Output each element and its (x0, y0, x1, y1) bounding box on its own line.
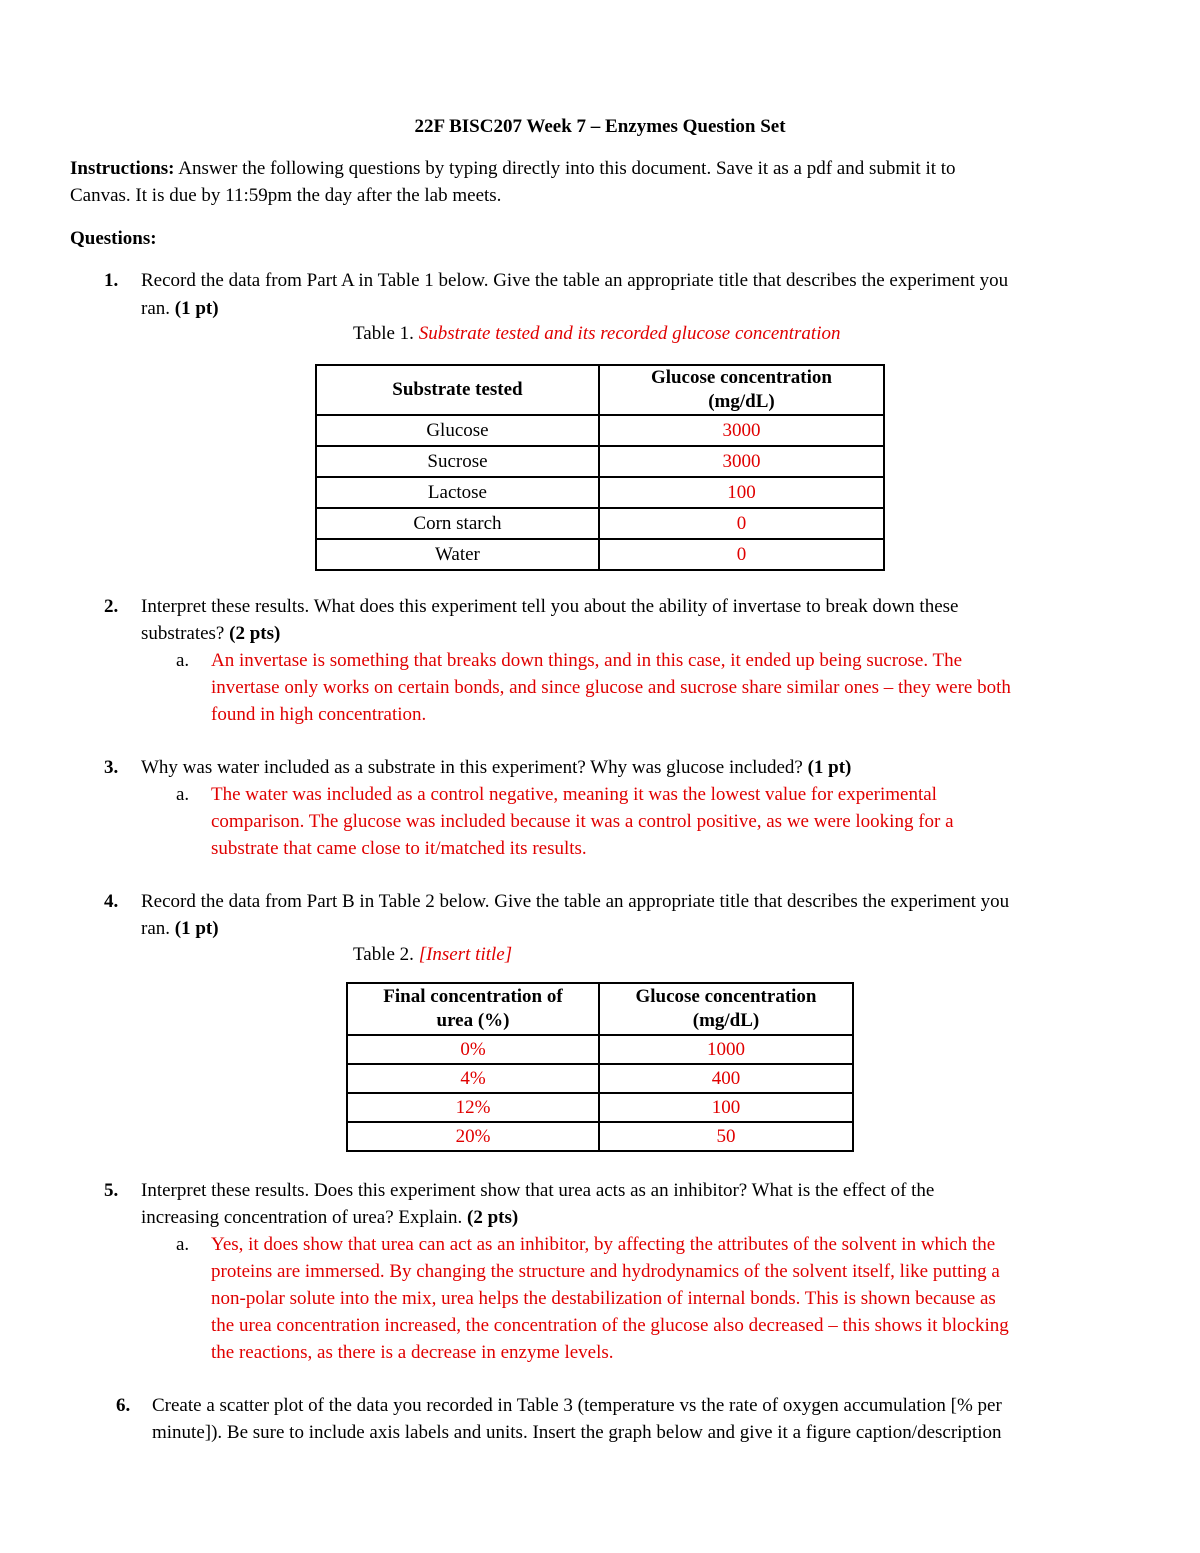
instructions-text-1: Answer the following questions by typing directly into this document. Save it as a pdf and submit it to (178, 158, 956, 179)
q2-number: 2. (104, 596, 119, 617)
table-row (347, 1122, 853, 1151)
q2-points: (2 pts) (229, 623, 281, 644)
table2-label: Table 2. (353, 944, 414, 965)
q2-answer-line: invertase only works on certain bonds, and since glucose and sucrose share similar ones – they were both (211, 677, 1011, 698)
table1-col2-line2: (mg/dL) (708, 391, 775, 412)
table1-value-cell: 0 (599, 508, 884, 539)
table-2 (346, 982, 854, 1152)
q3-answer-line: comparison. The glucose was included because it was a control positive, as we were looking for a (211, 811, 954, 832)
table1-label: Table 1. (353, 323, 414, 344)
q5-answer-line: the reactions, as there is a decrease in enzyme levels. (211, 1342, 614, 1363)
table1-value-cell: 3000 (599, 446, 884, 477)
table-row (316, 539, 884, 570)
instructions-line-1 (70, 155, 1140, 182)
table1-value-cell: 100 (599, 477, 884, 508)
table-1 (315, 364, 885, 571)
table2-col2-line1: Glucose concentration (635, 986, 817, 1007)
table1-caption (353, 320, 840, 347)
q2-answer-letter: a. (176, 650, 190, 671)
q5-text-2-body: increasing concentration of urea? Explain. (141, 1207, 463, 1228)
table2-header-row (347, 983, 853, 1035)
q5-number: 5. (104, 1180, 119, 1201)
table1-value-cell: 0 (599, 539, 884, 570)
table2-col2-line2: (mg/dL) (692, 1010, 760, 1031)
table-row (316, 477, 884, 508)
q6-text-1: Create a scatter plot of the data you recorded in Table 3 (temperature vs the rate of oxygen accumulation [% per (152, 1395, 1002, 1416)
table2-value-cell: 1000 (599, 1035, 853, 1064)
table-row (316, 415, 884, 446)
table2-title: [Insert title] (418, 944, 513, 965)
table1-value-cell: 3000 (599, 415, 884, 446)
table2-value-cell: 100 (599, 1093, 853, 1122)
table1-substrate-cell: Corn starch (316, 508, 599, 539)
q2-answer-line: found in high concentration. (211, 704, 427, 725)
table1-substrate-cell: Lactose (316, 477, 599, 508)
q2-text-1: Interpret these results. What does this experiment tell you about the ability of invertase to break down these (141, 596, 959, 617)
table2-urea-cell: 12% (347, 1093, 599, 1122)
table-row (316, 508, 884, 539)
instructions-label: Instructions: (70, 158, 175, 179)
q2-text-2 (141, 620, 1141, 647)
table-row (316, 446, 884, 477)
q2-answer-line: An invertase is something that breaks down things, and in this case, it ended up being sucrose. The (211, 650, 963, 671)
q3-answer-line: substrate that came close to it/matched its results. (211, 838, 587, 859)
q5-answer-line: non-polar solute into the mix, urea helps the destabilization of internal bonds. This is shown because as (211, 1288, 996, 1309)
q4-text-1: Record the data from Part B in Table 2 below. Give the table an appropriate title that describes the experiment you (141, 891, 1010, 912)
table2-col-header-urea (347, 983, 599, 1035)
table-row (347, 1035, 853, 1064)
q1-number: 1. (104, 270, 119, 291)
q5-text-1: Interpret these results. Does this experiment show that urea acts as an inhibitor? What is the effect of the (141, 1180, 935, 1201)
table-row (347, 1093, 853, 1122)
table1-substrate-cell: Glucose (316, 415, 599, 446)
q5-answer-line: proteins are immersed. By changing the structure and hydrodynamics of the solvent itself, like putting a (211, 1261, 1000, 1282)
page-title: 22F BISC207 Week 7 – Enzymes Question Set (414, 116, 786, 137)
table2-urea-cell: 0% (347, 1035, 599, 1064)
q3-answer-line: The water was included as a control negative, meaning it was the lowest value for experimental (211, 784, 937, 805)
q5-answer-line: the urea concentration increased, the concentration of the glucose also decreased – this shows it blocking (211, 1315, 1009, 1336)
q3-answer-letter: a. (176, 784, 190, 805)
table2-col1-line2: urea (%) (436, 1010, 510, 1031)
table1-header-row (316, 365, 884, 415)
q3-points: (1 pt) (807, 757, 852, 778)
table-row (347, 1064, 853, 1093)
q5-points: (2 pts) (467, 1207, 519, 1228)
q6-text-2: minute]). Be sure to include axis labels and units. Insert the graph below and give it a figure caption/description (152, 1422, 1002, 1443)
q3-text-1-body: Why was water included as a substrate in this experiment? Why was glucose included? (141, 757, 803, 778)
table2-value-cell: 50 (599, 1122, 853, 1151)
q1-text-2-body: ran. (141, 298, 171, 319)
table2-urea-cell: 20% (347, 1122, 599, 1151)
table1-col2-line1: Glucose concentration (650, 367, 832, 388)
table2-urea-cell: 4% (347, 1064, 599, 1093)
table2-caption (353, 941, 512, 968)
q1-points: (1 pt) (174, 298, 219, 319)
table1-title: Substrate tested and its recorded glucose concentration (418, 323, 841, 344)
table2-value-cell: 400 (599, 1064, 853, 1093)
table2-col1-line1: Final concentration of (383, 986, 563, 1007)
table1-col-header-substrate: Substrate tested (316, 365, 599, 415)
q5-answer-line: Yes, it does show that urea can act as an inhibitor, by affecting the attributes of the solvent in which the (211, 1234, 996, 1255)
table1-substrate-cell: Sucrose (316, 446, 599, 477)
q6-number: 6. (116, 1395, 131, 1416)
q4-points: (1 pt) (174, 918, 219, 939)
q1-text-2 (141, 295, 1141, 322)
q4-text-2-body: ran. (141, 918, 171, 939)
q4-number: 4. (104, 891, 119, 912)
table1-substrate-cell: Water (316, 539, 599, 570)
q4-text-2 (141, 915, 1141, 942)
q2-text-2-body: substrates? (141, 623, 225, 644)
q3-number: 3. (104, 757, 119, 778)
q3-text-1 (141, 754, 1141, 781)
questions-heading: Questions: (70, 228, 157, 249)
q5-text-2 (141, 1204, 1141, 1231)
q1-text-1: Record the data from Part A in Table 1 below. Give the table an appropriate title that describes the experiment you (141, 270, 1009, 291)
table2-col-header-glucose (599, 983, 853, 1035)
instructions-text-2: Canvas. It is due by 11:59pm the day after the lab meets. (70, 185, 502, 206)
table1-col-header-glucose (599, 365, 884, 415)
q5-answer-letter: a. (176, 1234, 190, 1255)
